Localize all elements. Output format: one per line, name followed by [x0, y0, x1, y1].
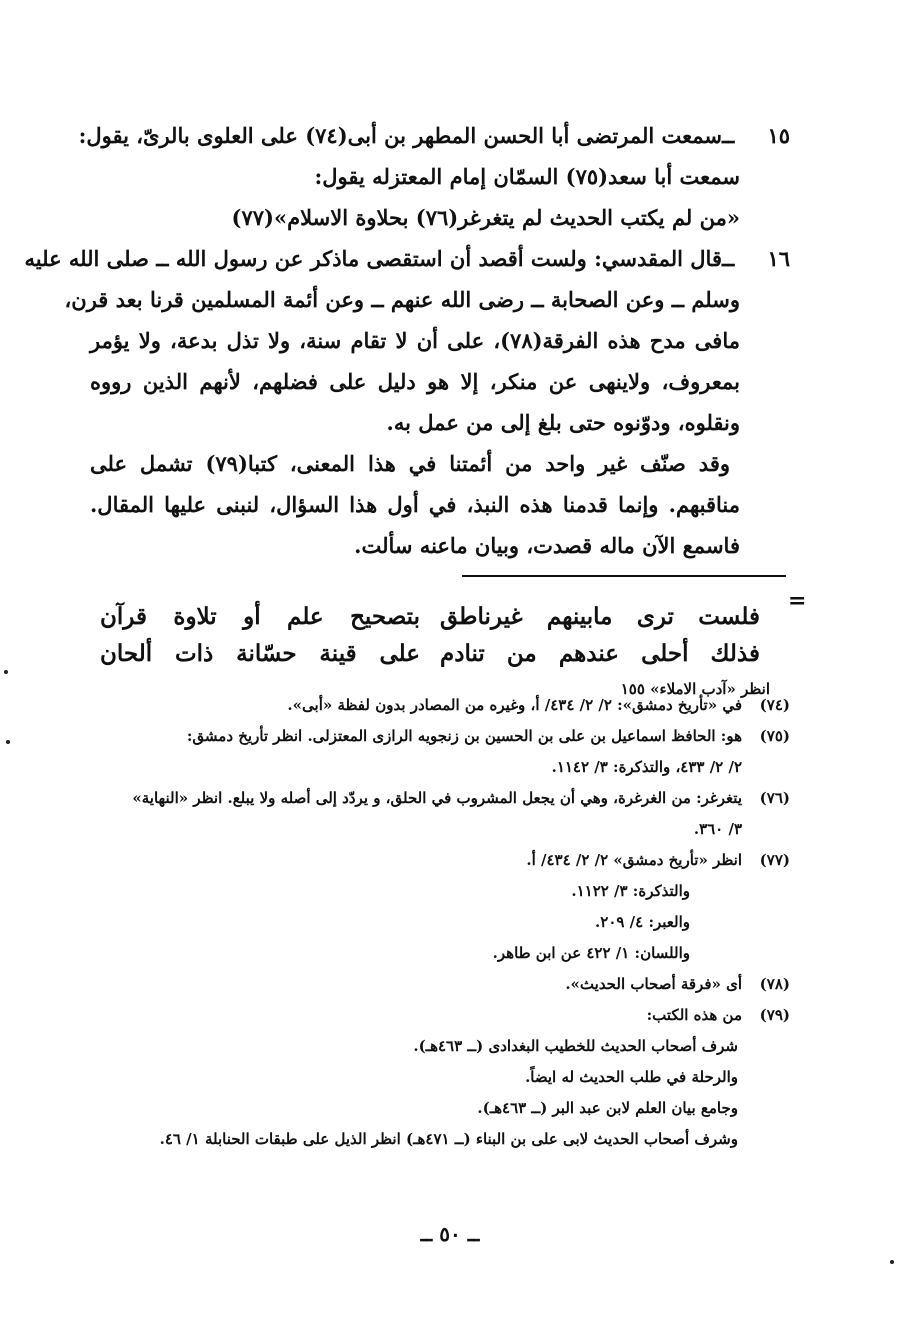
footnote-number: (٧٤) — [759, 696, 790, 714]
poem-verse-2 — [100, 635, 760, 672]
footnote-line — [120, 845, 790, 876]
footnote-line — [120, 1000, 790, 1031]
verse-2-first-hemistich: فذلك أحلى عندهم من تنادم — [440, 640, 760, 667]
paragraph-15-line-2: سمعت أبا سعد(٧٥) السمّان إمام المعتزله يقول: — [314, 164, 740, 189]
footnote-number: (٧٦) — [759, 789, 790, 807]
footnote-sub-entry: واللسان: ١/ ٤٢٢ عن ابن طاهر. — [492, 944, 690, 962]
poem-source-note: انظر «آدب الاملاء» ١٥٥ — [620, 680, 770, 698]
paragraph-15-line-1: ١٥ ــسمعت المرتضى أبا الحسن المطهر بن أبى(٧٤) على العلوى بالرىّ، يقول: — [90, 115, 790, 156]
footnote-text: يتغرغر: من الغرغرة، وهي أن يجعل المشروب في الحلق، و يردّد إلى أصله ولا يبلع. انظر «النهاية» — [132, 789, 742, 807]
footnotes — [120, 690, 790, 1155]
paragraph-17-line-1: وقد صنّف غير واحد من أئمتنا في هذا المعنى، كتبا(٧٩) تشمل على — [90, 451, 731, 476]
footnote — [120, 721, 790, 783]
footnote-number: (٧٧) — [759, 851, 790, 869]
paragraph-number: ١٦ ــ — [722, 246, 790, 271]
footnote-text: هو: الحافظ اسماعيل بن على بن الحسين بن زنجويه الرازى المعتزلى. انظر تأريخ دمشق: — [186, 727, 742, 745]
scan-mark — [6, 740, 10, 744]
footnote-number: (٧٩) — [759, 1006, 790, 1024]
footnote-line — [120, 783, 790, 814]
footnote-sub-entry: والعبر: ٤/ ٢٠٩. — [595, 913, 690, 931]
footnote — [120, 969, 790, 1000]
paragraph-number: ١٥ ــ — [722, 123, 790, 148]
verse-1-second-hemistich: بتصحيح علم أو تلاوة قرآن — [100, 603, 420, 630]
footnote — [120, 783, 790, 845]
poem-marker: = — [788, 588, 807, 614]
scan-mark — [4, 670, 8, 674]
paragraph-16-line-2: وسلم ــ وعن الصحابة ــ رضى الله عنهم ــ وعن أئمة المسلمين قرنا بعد قرن، — [64, 287, 740, 312]
footnote-continuation: ٢/ ٢/ ٤٣٣، والتذكرة: ٣/ ١١٤٢. — [551, 758, 742, 776]
page-number: ــ ٥٠ ــ — [420, 1222, 480, 1246]
paragraph-15-line-3: «من لم يكتب الحديث لم يتغرغر(٧٦) بحلاوة الاسلام»(٧٧) — [231, 205, 740, 230]
paragraph-17-line-3: فاسمع الآن ماله قصدت، وبيان ماعنه سألت. — [354, 533, 740, 558]
verse-1-first-hemistich: فلست ترى مابينهم غيرناطق — [440, 603, 760, 630]
footnote-number: (٧٨) — [759, 975, 790, 993]
footnote-separator — [462, 575, 786, 577]
footnote — [120, 690, 790, 721]
footnote-number: (٧٥) — [759, 727, 790, 745]
poem-verse-1 — [100, 598, 760, 635]
verse-2-second-hemistich: على قينة حسّانة ذات ألحان — [100, 640, 420, 667]
footnote-sub-entry: وجامع بيان العلم لابن عبد البر (ــ ٤٦٣هـ). — [477, 1099, 738, 1117]
footnote-text: انظر «تأريخ دمشق» ٢/ ٢/ ٤٣٤/ أ. — [526, 851, 742, 869]
footnote — [120, 845, 790, 969]
footnote-continuation: ٣/ ٣٦٠. — [693, 820, 742, 838]
main-text — [24, 115, 790, 566]
footnote — [120, 1000, 790, 1155]
footnote-sub-entry: شرف أصحاب الحديث للخطيب البغدادى (ــ ٤٦٣هـ). — [413, 1037, 738, 1055]
footnote-sub-entry: والرحلة في طلب الحديث له ايضاً. — [525, 1068, 738, 1086]
paragraph-16-line-1: ١٦ ــقال المقدسي: ولست أقصد أن استقصى ماذكر عن رسول الله ــ صلى الله عليه — [90, 238, 790, 279]
footnote-line — [120, 969, 790, 1000]
footnote-text: أى «فرقة أصحاب الحديث». — [565, 975, 742, 993]
footnote-line — [120, 690, 790, 721]
poem-block — [100, 598, 760, 672]
footnote-line — [120, 721, 790, 752]
footnote-text: في «تأريخ دمشق»: ٢/ ٢/ ٤٣٤/ أ، وغيره من المصادر بدون لفظة «أبى». — [287, 696, 742, 714]
paragraph-16-line-3: مافى مدح هذه الفرقة(٧٨)، على أن لا تقام سنة، ولا تذل بدعة، ولا يؤمر — [90, 328, 740, 353]
paragraph-16-line-5: ونقلوه، ودوّنوه حتى بلغ إلى من عمل به. — [386, 410, 740, 435]
scan-mark — [890, 1260, 894, 1264]
paragraph-16-line-4: بمعروف، ولاينهى عن منكر، إلا هو دليل على فضلهم، لأنهم الذين رووه — [90, 369, 740, 394]
footnote-sub-entry: وشرف أصحاب الحديث لابى على بن البناء (ــ ٤٧١هـ) انظر الذيل على طبقات الحنابلة ١/ ٤٦. — [159, 1130, 738, 1148]
paragraph-17-line-2: مناقبهم. وإنما قدمنا هذه النبذ، في أول هذا السؤال، لنبنى عليها المقال. — [90, 492, 740, 517]
footnote-text: من هذه الكتب: — [646, 1006, 742, 1024]
footnote-sub-entry: والتذكرة: ٣/ ١١٢٢. — [571, 882, 690, 900]
